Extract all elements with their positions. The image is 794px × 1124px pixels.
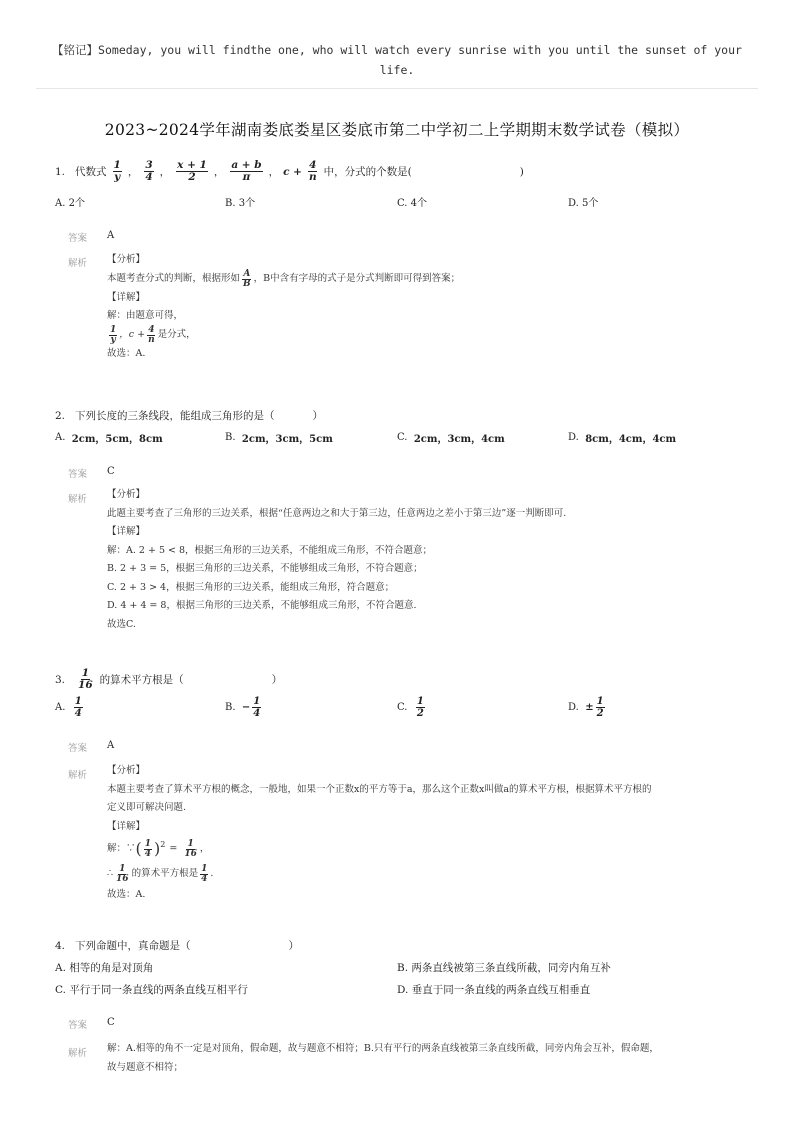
question-text: 的算术平方根是（: [99, 674, 184, 686]
option-a[interactable]: A. 相等的角是对顶角: [55, 962, 154, 974]
question-text: 下列长度的三条线段，能组成三角形的是（: [75, 410, 275, 422]
analysis-q1: [107, 251, 717, 363]
analysis-line: 1 y ，c + $\frac{4}{n}$ 是分式，: [110, 324, 196, 345]
option-c[interactable]: C. 1 2: [397, 696, 424, 719]
fraction: $\frac{4}{n}$: [308, 159, 317, 183]
math-expression: c +: [283, 165, 302, 178]
option-d[interactable]: D. 5个: [568, 198, 599, 209]
analysis-line: ∴ 1 16 的算术平方根是 1 4 .: [107, 863, 214, 884]
answer-label: 答案: [68, 743, 88, 754]
analysis-line: 解：A.相等的角不一定是对顶角，假命题，故与题意不相符；B.只有平行的两条直线被第三条直线所截，同旁内角会互补，假命题，: [107, 1043, 659, 1054]
answer-label: 答案: [68, 469, 88, 480]
analysis-line: 【详解】: [107, 291, 146, 303]
question-3: [55, 668, 282, 691]
analysis-line: 故选：A.: [107, 889, 146, 900]
option-a[interactable]: A. 2个: [55, 198, 85, 209]
fraction: a + b π: [231, 159, 262, 183]
question-number: 3.: [55, 673, 66, 686]
analysis-line: 故选C.: [107, 618, 136, 630]
fraction: 3 4: [145, 159, 153, 183]
option-b[interactable]: B. 3个: [225, 198, 256, 209]
fraction: x + 1 2: [177, 159, 207, 183]
analysis-line: 定义即可解决问题.: [107, 802, 187, 813]
option-d[interactable]: D. 垂直于同一条直线的两条直线互相垂直: [397, 984, 591, 996]
analysis-line: B. 2 + 3 = 5，根据三角形的三边关系，不能够组成三角形，不符合题意；: [107, 563, 423, 574]
option-b[interactable]: B. 两条直线被第三条直线所截，同旁内角互补: [397, 962, 611, 974]
option-c[interactable]: C. 平行于同一条直线的两条直线互相平行: [55, 984, 248, 996]
question-number: 4.: [55, 939, 66, 952]
analysis-q3: [107, 762, 717, 905]
option-c[interactable]: C. 4个: [397, 198, 428, 209]
analysis-line: 本题主要考查了算术平方根的概念，一般地，如果一个正数x的平方等于a，那么这个正数x叫做a的算术平方根，根据算术平方根的: [107, 783, 652, 795]
analysis-label: 解析: [68, 1048, 88, 1059]
analysis-line: C. 2 + 3 > 4，根据三角形的三边关系，能组成三角形，符合题意；: [107, 581, 395, 593]
analysis-line: 本题考查分式的判断，根据形如 A B ，B中含有字母的式子是分式判断即可得到答案；: [107, 268, 461, 289]
analysis-line: 【分析】: [107, 765, 146, 776]
question-1: 1. 代数式 1 y ， 3 4 ， x + 1 2 ， a + b π ， c + $\frac{4}{n}$ 中，分式的个数是( ): [55, 159, 524, 183]
analysis-label: 解析: [68, 258, 88, 269]
analysis-line: D. 4 + 4 = 8，根据三角形的三边关系，不能够组成三角形，不符合题意.: [107, 600, 417, 611]
analysis-q2: [107, 486, 717, 634]
answer-label: 答案: [68, 233, 88, 244]
question-paren: ）: [312, 410, 324, 422]
question-paren: ): [519, 165, 524, 178]
analysis-line: 解：A. 2 + 5 < 8，根据三角形的三边关系，不能组成三角形，不符合题意；: [107, 544, 433, 556]
answer-value: A: [107, 230, 115, 241]
motto-banner: 【铭记】Someday, you will findthe one, who will watch every sunrise with you until the sunset of your life.: [52, 43, 742, 77]
analysis-line: 解：由题意可得，: [107, 310, 184, 321]
analysis-line: 解：∵ ( 1 4 ) $^2$ = $\frac{1}{16}$ ，: [107, 838, 210, 859]
question-text: 中，分式的个数是(: [323, 166, 412, 178]
page-title: 2023~2024学年湖南娄底娄星区娄底市第二中学初二上学期期末数学试卷（模拟）: [104, 121, 690, 139]
answer-value: C: [107, 466, 115, 477]
option-d[interactable]: D. 8cm，4cm，4cm: [568, 432, 677, 445]
analysis-line: 【分析】: [107, 254, 146, 265]
answer-value: C: [107, 1017, 115, 1028]
option-a[interactable]: A. 1 4: [55, 696, 82, 719]
question-text: 代数式: [75, 166, 107, 178]
option-b[interactable]: B. − $\frac{1}{4}$: [225, 696, 261, 719]
question-paren: ）: [288, 940, 300, 952]
option-a[interactable]: A. 2cm，5cm，8cm: [55, 432, 163, 445]
analysis-label: 解析: [68, 494, 88, 505]
question-text: 下列命题中，真命题是（: [75, 940, 191, 952]
question-paren: ）: [271, 674, 283, 686]
analysis-label: 解析: [68, 770, 88, 781]
analysis-line: 此题主要考查了三角形的三边关系，根据“任意两边之和大于第三边，任意两边之差小于第三边”逐一判断即可.: [107, 507, 567, 519]
header-divider: [36, 88, 758, 89]
answer-label: 答案: [68, 1020, 88, 1031]
question-number: 2.: [55, 409, 66, 422]
analysis-line: 故与题意不相符；: [107, 1061, 184, 1073]
answer-value: A: [107, 740, 115, 751]
option-c[interactable]: C. 2cm，3cm，4cm: [397, 432, 505, 445]
option-d[interactable]: D. ± $\frac{1}{2}$: [568, 696, 604, 719]
analysis-line: 【分析】: [107, 489, 146, 500]
option-b[interactable]: B. 2cm，3cm，5cm: [225, 432, 333, 445]
analysis-line: 【详解】: [107, 526, 146, 537]
fraction: 1 y: [113, 159, 121, 183]
fraction: 1 16: [78, 667, 93, 691]
question-4: [55, 938, 299, 953]
analysis-line: 故选：A.: [107, 347, 146, 359]
question-number: 1.: [55, 165, 66, 178]
question-2: [55, 408, 323, 423]
analysis-line: 【详解】: [107, 820, 146, 832]
analysis-q4: [107, 1040, 717, 1077]
